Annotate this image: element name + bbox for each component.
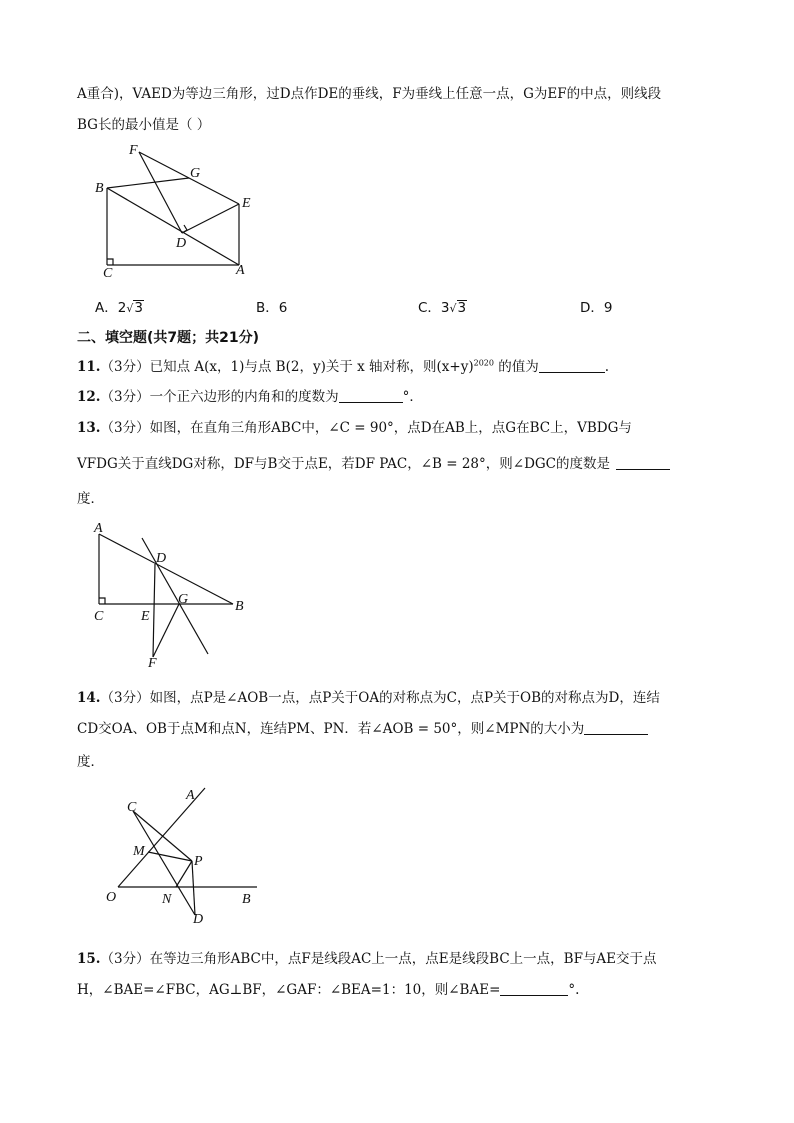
q10-option-d[interactable]: D．9 bbox=[580, 300, 613, 316]
label-F: F bbox=[129, 143, 138, 158]
seg-FE bbox=[139, 152, 239, 204]
q14-text-2: CD交OA、OB于点M和点N，连结PM、PN．若∠AOB = 50°，则∠MPN的大小为 bbox=[77, 721, 585, 737]
q13-line-3: 度． bbox=[77, 491, 104, 507]
q11-number: 11. bbox=[77, 359, 101, 375]
q11 bbox=[77, 355, 609, 375]
seg-AB bbox=[99, 534, 233, 604]
right-angle-mark-C bbox=[99, 598, 105, 604]
q15-text-1: 在等边三角形ABC中，点F是线段AC上一点，点E是线段BC上一点，BF与AE交于点 bbox=[149, 951, 657, 967]
right-angle-mark-C bbox=[107, 259, 113, 265]
label-B: B bbox=[242, 892, 251, 907]
q13-line-2 bbox=[77, 452, 670, 472]
q15-number: 15. bbox=[77, 951, 101, 967]
option-c-prefix: C．3 bbox=[418, 300, 450, 316]
q11-text: 已知点 A(x，1)与点 B(2，y)关于 x 轴对称，则(x+y) bbox=[149, 359, 474, 375]
q13-number: 13. bbox=[77, 420, 101, 436]
seg-DF bbox=[153, 564, 155, 657]
q10-line-2: BG长的最小值是（ ） bbox=[77, 117, 211, 133]
label-M: M bbox=[133, 844, 145, 859]
q15-text-2: H，∠BAE=∠FBC，AG⊥BF，∠GAF：∠BEA=1：10，则∠BAE= bbox=[77, 982, 501, 998]
label-O: O bbox=[106, 890, 117, 905]
q14-answer-blank[interactable] bbox=[584, 720, 648, 735]
seg-GF bbox=[153, 604, 179, 657]
q13-score: （3分） bbox=[100, 420, 150, 436]
label-E: E bbox=[141, 609, 150, 624]
q12-text-c: °． bbox=[402, 389, 423, 405]
label-G: G bbox=[178, 592, 189, 607]
q14-number: 14. bbox=[77, 690, 101, 706]
q15-line-1 bbox=[77, 947, 657, 967]
q11-exponent: 2020 bbox=[473, 358, 494, 368]
label-A: A bbox=[94, 521, 103, 536]
q14-line-3: 度． bbox=[77, 754, 104, 770]
line-DG bbox=[142, 538, 208, 654]
section-2-title: 二、填空题(共7题；共21分) bbox=[77, 330, 260, 346]
label-P: P bbox=[194, 854, 203, 869]
label-C: C bbox=[103, 266, 113, 281]
option-a-prefix: A．2 bbox=[95, 300, 127, 316]
q15-score: （3分） bbox=[100, 951, 150, 967]
q11-score: （3分） bbox=[100, 359, 150, 375]
q12-score: （3分） bbox=[100, 389, 150, 405]
label-B: B bbox=[235, 599, 244, 614]
label-N: N bbox=[162, 892, 172, 907]
q10-option-a[interactable]: A．2√3 bbox=[95, 300, 143, 316]
q11-text-c: . bbox=[604, 359, 610, 375]
q13-answer-blank[interactable] bbox=[616, 455, 670, 470]
label-E: E bbox=[242, 196, 251, 211]
seg-PN bbox=[176, 861, 192, 887]
q12-number: 12. bbox=[77, 389, 101, 405]
q13-text-2: VFDG关于直线DG对称，DF与B交于点E，若DF PAC，∠B = 28°，则∠DGC的度数是 bbox=[77, 456, 611, 472]
q10-line-1: A重合)，VAED为等边三角形，过D点作DE的垂线，F为垂线上任意一点，G为EF的中点，则线段 bbox=[77, 86, 662, 102]
label-C: C bbox=[94, 609, 104, 624]
option-c-radicand: 3 bbox=[457, 300, 467, 316]
q10-option-c[interactable]: C．3√3 bbox=[418, 300, 467, 316]
q15-text-end: °. bbox=[568, 982, 580, 998]
q12-text: 一个正六边形的内角和的度数为 bbox=[149, 389, 339, 405]
q11-text-b: 的值为 bbox=[493, 359, 539, 375]
label-A: A bbox=[236, 263, 245, 278]
seg-BG bbox=[107, 178, 189, 188]
q10-figure bbox=[90, 140, 270, 280]
q15-answer-blank[interactable] bbox=[500, 981, 568, 996]
q12-answer-blank[interactable] bbox=[339, 388, 403, 403]
label-A: A bbox=[186, 788, 195, 803]
label-C: C bbox=[127, 800, 137, 815]
seg-PD bbox=[192, 861, 195, 915]
q14-score: （3分） bbox=[100, 690, 150, 706]
q15-line-2 bbox=[77, 978, 579, 998]
q13-text-1: 如图，在直角三角形ABC中，∠C = 90°，点D在AB上，点G在BC上，VBDG与 bbox=[149, 420, 632, 436]
seg-PM bbox=[148, 852, 192, 861]
q14-text-1: 如图，点P是∠AOB一点，点P关于OA的对称点为C，点P关于OB的对称点为D，连结 bbox=[149, 690, 660, 706]
q12 bbox=[77, 385, 423, 405]
q14-line-1 bbox=[77, 686, 660, 706]
q10-option-b[interactable]: B．6 bbox=[256, 300, 288, 316]
label-G: G bbox=[190, 166, 201, 181]
seg-FD bbox=[139, 152, 182, 233]
seg-BA bbox=[107, 188, 239, 265]
label-D: D bbox=[176, 236, 187, 251]
option-a-radicand: 3 bbox=[134, 300, 143, 316]
seg-DE bbox=[182, 204, 239, 233]
label-B: B bbox=[95, 181, 104, 196]
q14-line-2 bbox=[77, 717, 648, 737]
q14-figure bbox=[100, 785, 280, 935]
q11-answer-blank[interactable] bbox=[539, 358, 605, 373]
label-D: D bbox=[193, 912, 204, 927]
q13-line-1 bbox=[77, 416, 632, 436]
label-F: F bbox=[148, 656, 157, 671]
label-D: D bbox=[156, 551, 167, 566]
q13-figure bbox=[90, 520, 260, 670]
